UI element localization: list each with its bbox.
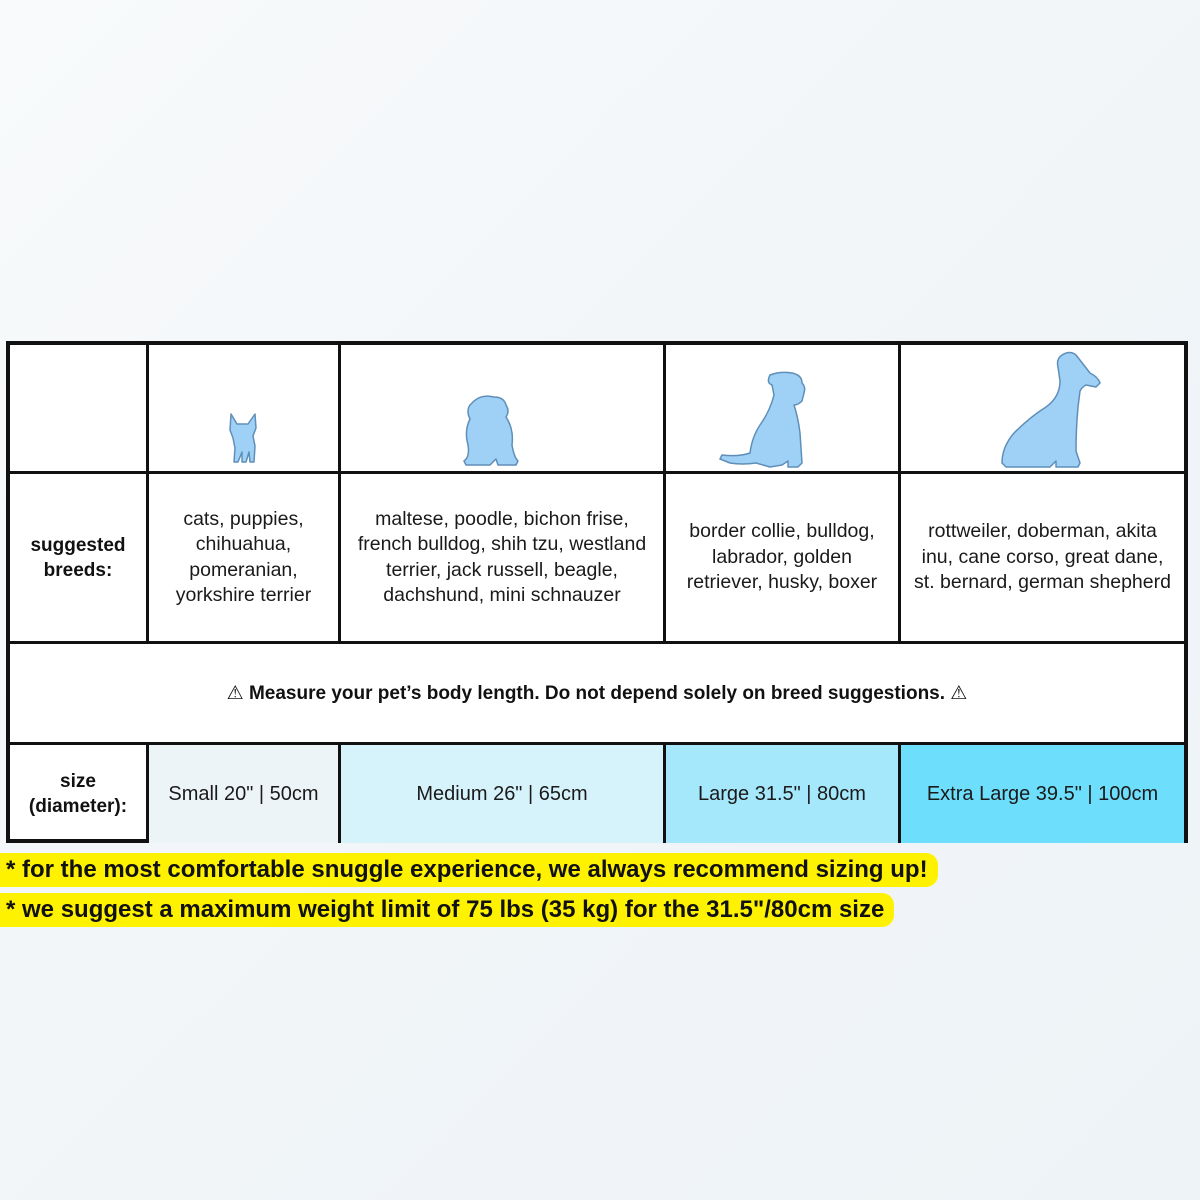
breeds-cell-medium bbox=[341, 474, 663, 641]
breeds-cell-extra-large bbox=[901, 474, 1184, 641]
breed-line: rottweiler, doberman, akita bbox=[928, 520, 1157, 543]
size-chart-table bbox=[6, 341, 1188, 843]
breeds-cell-small bbox=[149, 474, 338, 641]
medium-dog-silhouette-icon bbox=[460, 395, 520, 467]
breed-line: pomeranian, bbox=[189, 558, 298, 581]
size-cell-extra-large: Extra Large 39.5" | 100cm bbox=[901, 745, 1184, 843]
breed-line: inu, cane corso, great dane, bbox=[921, 545, 1164, 568]
breed-line: maltese, poodle, bichon frise, bbox=[375, 507, 629, 530]
size-label-text: size (diameter): bbox=[28, 771, 128, 817]
size-cell-large: Large 31.5" | 80cm bbox=[666, 745, 898, 843]
breed-line: retriever, husky, boxer bbox=[686, 571, 878, 594]
breed-line: chihuahua, bbox=[195, 533, 292, 555]
breed-line: border collie, bulldog, bbox=[689, 520, 875, 543]
weight-limit-note: * we suggest a maximum weight limit of 75 lbs (35 kg) for the 31.5"/80cm size bbox=[0, 893, 894, 927]
large-dog-silhouette-icon bbox=[718, 371, 810, 469]
breed-line: dachshund, mini schnauzer bbox=[383, 584, 621, 606]
breed-line: cats, puppies, bbox=[183, 507, 304, 530]
breed-line: labrador, golden bbox=[712, 545, 852, 568]
measure-warning: ⚠ Measure your pet’s body length. Do not depend solely on breed suggestions. ⚠ bbox=[226, 682, 968, 704]
breeds-cell-large bbox=[666, 474, 898, 641]
size-cell-small: Small 20" | 50cm bbox=[149, 745, 338, 843]
suggested-breeds-label: suggested breeds: bbox=[30, 534, 126, 581]
sizing-up-note: * for the most comfortable snuggle experience, we always recommend sizing up! bbox=[0, 853, 938, 887]
size-cell-medium: Medium 26" | 65cm bbox=[341, 745, 663, 843]
breed-line: st. bernard, german shepherd bbox=[914, 571, 1171, 594]
breed-line: terrier, jack russell, beagle, bbox=[386, 558, 618, 581]
small-dog-silhouette-icon bbox=[226, 412, 260, 464]
breed-line: yorkshire terrier bbox=[175, 584, 312, 606]
breed-line: french bulldog, shih tzu, westland bbox=[357, 533, 647, 555]
size-diameter-label bbox=[10, 745, 146, 843]
extra-large-dog-silhouette-icon bbox=[1000, 351, 1104, 469]
